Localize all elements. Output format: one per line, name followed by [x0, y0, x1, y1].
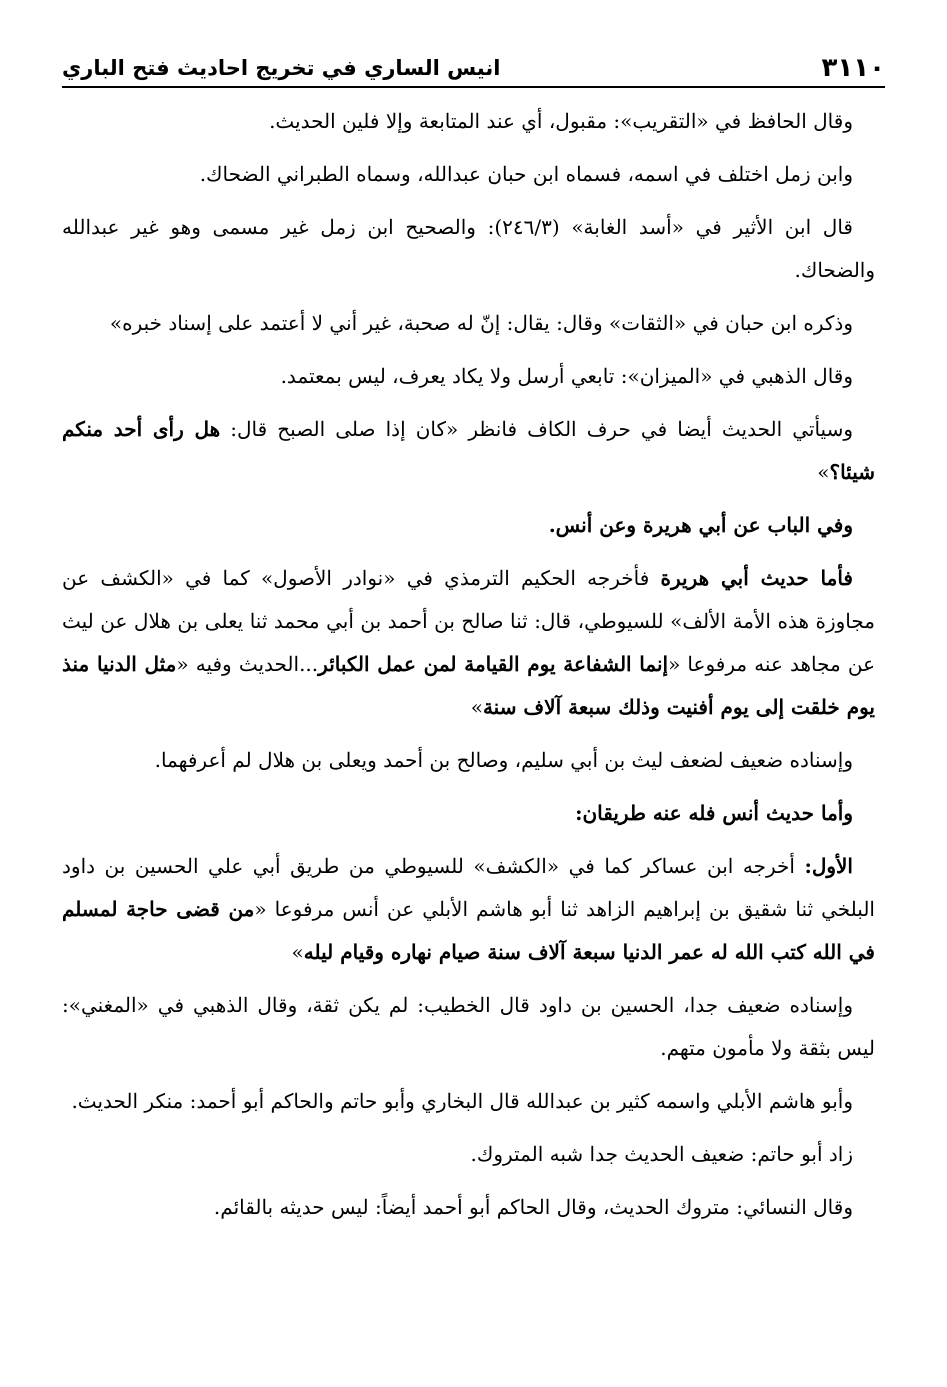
text-segment: وابن زمل اختلف في اسمه، فسماه ابن حبان عبدالله، وسماه الطبراني الضحاك. — [199, 162, 853, 186]
paragraph — [62, 984, 875, 1070]
bold-text-segment: مثل الدنيا منذ يوم خلقت إلى يوم أفنيت وذلك سبعة آلاف سنة — [62, 652, 875, 719]
text-segment: وإسناده ضعيف جدا، الحسين بن داود قال الخطيب: لم يكن ثقة، وقال الذهبي في «المغني»: ليس بثقة ولا مأمون متهم. — [62, 993, 875, 1060]
text-segment: وذكره ابن حبان في «الثقات» وقال: يقال: إنّ له صحبة، غير أني لا أعتمد على إسناد خبره» — [109, 311, 853, 335]
paragraph — [62, 1133, 875, 1176]
text-segment: قال ابن الأثير في «أسد الغابة» (٢٤٦/٣): والصحيح ابن زمل غير مسمى وهو غير عبدالله والضحاك. — [62, 215, 875, 282]
page-number: ٣١١٠ — [821, 53, 885, 83]
bold-text-segment: من قضى حاجة لمسلم في الله كتب الله له عمر الدنيا سبعة آلاف سنة صيام نهاره وقيام ليله — [62, 897, 875, 964]
page-body — [62, 100, 875, 1239]
paragraph — [62, 845, 875, 974]
text-segment: أخرجه ابن عساكر كما في «الكشف» للسيوطي من طريق أبي علي الحسين بن داود البلخي ثنا شقيق بن إبراهيم الزاهد ثنا أبو هاشم الأبلي عن أنس مرفوعا « — [62, 854, 875, 921]
paragraph — [62, 153, 875, 196]
text-segment: » — [470, 695, 483, 719]
text-segment: وسيأتي الحديث أيضا في حرف الكاف فانظر «كان إذا صلى الصبح قال: — [220, 417, 853, 441]
text-segment: » — [291, 940, 304, 964]
bold-text-segment: وفي الباب عن أبي هريرة وعن أنس. — [548, 513, 853, 537]
header-rule — [62, 86, 885, 88]
text-segment: وإسناده ضعيف لضعف ليث بن أبي سليم، وصالح بن أحمد ويعلى بن هلال لم أعرفهما. — [154, 748, 853, 772]
text-segment: ...الحديث وفيه « — [176, 652, 319, 676]
paragraph — [62, 1080, 875, 1123]
paragraph — [62, 355, 875, 398]
paragraph — [62, 557, 875, 729]
text-segment: زاد أبو حاتم: ضعيف الحديث جدا شبه المتروك. — [470, 1142, 853, 1166]
bold-text-segment: وأما حديث أنس فله عنه طريقان: — [575, 801, 853, 825]
page-header — [62, 40, 885, 84]
paragraph — [62, 302, 875, 345]
paragraph — [62, 504, 875, 547]
text-segment: فأخرجه الحكيم الترمذي في «نوادر الأصول» كما في «الكشف عن مجاوزة هذه الأمة الألف» للسيوطي، قال: ثنا صالح بن أحمد بن أبي محمد ثنا يعلى بن هلال عن ليث عن مجاهد عنه مرفوعا « — [62, 566, 876, 676]
text-segment: وقال النسائي: متروك الحديث، وقال الحاكم أبو أحمد أيضاً: ليس حديثه بالقائم. — [213, 1195, 853, 1219]
text-segment: » — [817, 460, 830, 484]
text-segment: وأبو هاشم الأبلي واسمه كثير بن عبدالله قال البخاري وأبو حاتم والحاكم أبو أحمد: منكر الحديث. — [71, 1089, 853, 1113]
text-segment: وقال الذهبي في «الميزان»: تابعي أرسل ولا يكاد يعرف، ليس بمعتمد. — [280, 364, 853, 388]
text-segment: وقال الحافظ في «التقريب»: مقبول، أي عند المتابعة وإلا فلين الحديث. — [269, 109, 853, 133]
paragraph — [62, 792, 875, 835]
paragraph — [62, 206, 875, 292]
bold-text-segment: الأول: — [804, 854, 853, 878]
bold-text-segment: إنما الشفاعة يوم القيامة لمن عمل الكبائر — [318, 652, 669, 676]
paragraph — [62, 408, 875, 494]
bold-text-segment: هل رأى أحد منكم شيئا؟ — [62, 417, 875, 484]
running-title: انيس الساري في تخريج احاديث فتح الباري — [62, 56, 501, 80]
bold-text-segment: فأما حديث أبي هريرة — [660, 566, 853, 590]
paragraph — [62, 1186, 875, 1229]
paragraph — [62, 100, 875, 143]
paragraph — [62, 739, 875, 782]
